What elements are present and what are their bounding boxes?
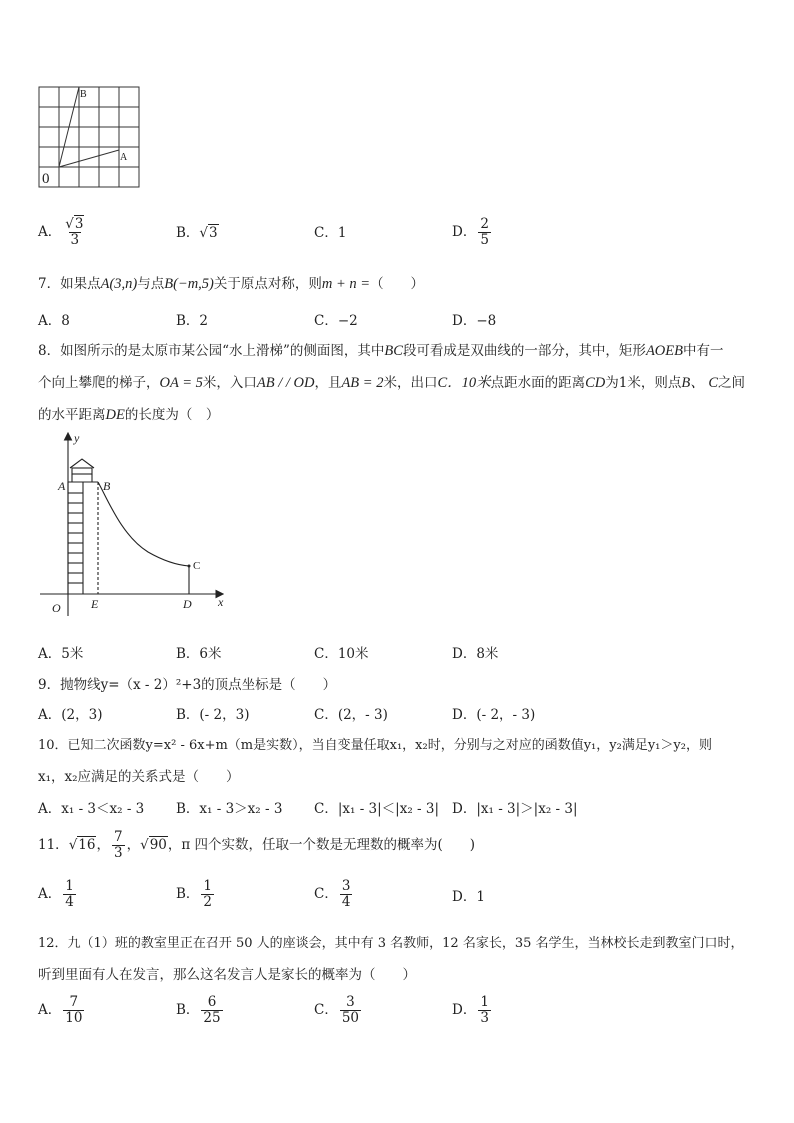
label-y: y <box>74 431 80 445</box>
slide-figure <box>36 428 236 618</box>
q12-option-b[interactable]: B． $\frac{6}{25}$ <box>176 994 221 1026</box>
q7-option-c[interactable]: C．−2 <box>314 313 358 329</box>
q10-option-a[interactable]: A．x₁ - 3＜x₂ - 3 <box>38 801 145 817</box>
segment-OA <box>59 150 119 167</box>
label-D: D <box>183 597 192 611</box>
label-O: O <box>52 601 61 615</box>
q10-stem-line1: 10．已知二次函数y=x² - 6x+m（m是实数），当自变量任取x₁，x₂时，分别与之对应的函数值y₁，y₂满足y₁＞y₂，则 <box>38 738 712 753</box>
q9-stem: 9．抛物线y=（x - 2）²+3的顶点坐标是（ ） <box>38 677 337 693</box>
q12-option-c[interactable]: C． $\frac{3}{50}$ <box>314 994 360 1026</box>
q8-stem-line2: 个向上攀爬的梯子，OA = 5米，入口AB / / OD，且AB = 2米，出口C．10米点距水面的距离CD为1米，则点B、 C之间 <box>38 375 746 391</box>
q6-option-d[interactable]: D． $\frac{2}{5}$ <box>452 216 489 248</box>
q9-option-d[interactable]: D．(- 2，- 3) <box>452 707 536 723</box>
q12-stem-line1: 12．九（1）班的教室里正在召开 50 人的座谈会，其中有 3 名教师，12 名家长，35 名学生，当林校长走到教室门口时， <box>38 936 744 951</box>
label-O: 0 <box>42 171 50 187</box>
q7-stem: 7．如果点A(3,n)与点B(−m,5)关于原点对称，则m + n =（ ） <box>38 276 425 292</box>
q8-stem-line3: 的水平距离DE的长度为（ ） <box>38 407 220 423</box>
q12-option-d[interactable]: D． $\frac{1}{3}$ <box>452 994 489 1026</box>
q8-option-b[interactable]: B．6米 <box>176 646 222 662</box>
q11-stem: 11．√16， $\frac{7}{3}$ ，√90，π 四个实数，任取一个数是无理数的概率为( ) <box>38 829 476 861</box>
q7-option-b[interactable]: B．2 <box>176 313 209 329</box>
q9-option-b[interactable]: B．(- 2，3) <box>176 707 250 723</box>
q8-option-c[interactable]: C．10米 <box>314 646 369 662</box>
q10-option-d[interactable]: D．|x₁ - 3|＞|x₂ - 3| <box>452 801 578 817</box>
q11-option-d[interactable]: D．1 <box>452 889 485 905</box>
q9-option-c[interactable]: C．(2，- 3) <box>314 707 388 723</box>
q10-stem-line2: x₁，x₂应满足的关系式是（ ） <box>38 769 240 785</box>
q11-option-a[interactable]: A． $\frac{1}{4}$ <box>38 878 74 910</box>
label-B: B <box>103 479 111 493</box>
q11-option-c[interactable]: C． $\frac{3}{4}$ <box>314 878 351 910</box>
label-A: A <box>120 152 128 163</box>
q8-option-a[interactable]: A．5米 <box>38 646 84 662</box>
label-B: B <box>80 89 87 100</box>
label-C: C <box>193 560 201 572</box>
q10-option-b[interactable]: B．x₁ - 3＞x₂ - 3 <box>176 801 283 817</box>
q12-stem-line2: 听到里面有人在发言，那么这名发言人是家长的概率为（ ） <box>38 967 416 983</box>
q6-option-c[interactable]: C．1 <box>314 225 347 241</box>
q6-option-b[interactable]: B．√3 <box>176 225 218 241</box>
q6-option-a[interactable]: A． $\frac{√3}{3}$ <box>38 216 84 248</box>
q10-option-c[interactable]: C．|x₁ - 3|＜|x₂ - 3| <box>314 801 440 817</box>
q9-option-a[interactable]: A．(2，3) <box>38 707 103 723</box>
q8-stem-line1: 8．如图所示的是太原市某公园“水上滑梯”的侧面图，其中BC段可看成是双曲线的一部分，其中，矩形AOEB中有一 <box>38 343 724 359</box>
q7-option-a[interactable]: A．8 <box>38 313 70 329</box>
grid-figure <box>36 84 142 192</box>
label-x: x <box>218 595 224 609</box>
q11-option-b[interactable]: B． $\frac{1}{2}$ <box>176 878 213 910</box>
q12-option-a[interactable]: A． $\frac{7}{10}$ <box>38 994 83 1026</box>
curve-BC <box>98 482 189 566</box>
label-E: E <box>91 597 99 611</box>
label-A: A <box>58 479 66 493</box>
q8-option-d[interactable]: D．8米 <box>452 646 499 662</box>
q7-option-d[interactable]: D．−8 <box>452 313 497 329</box>
